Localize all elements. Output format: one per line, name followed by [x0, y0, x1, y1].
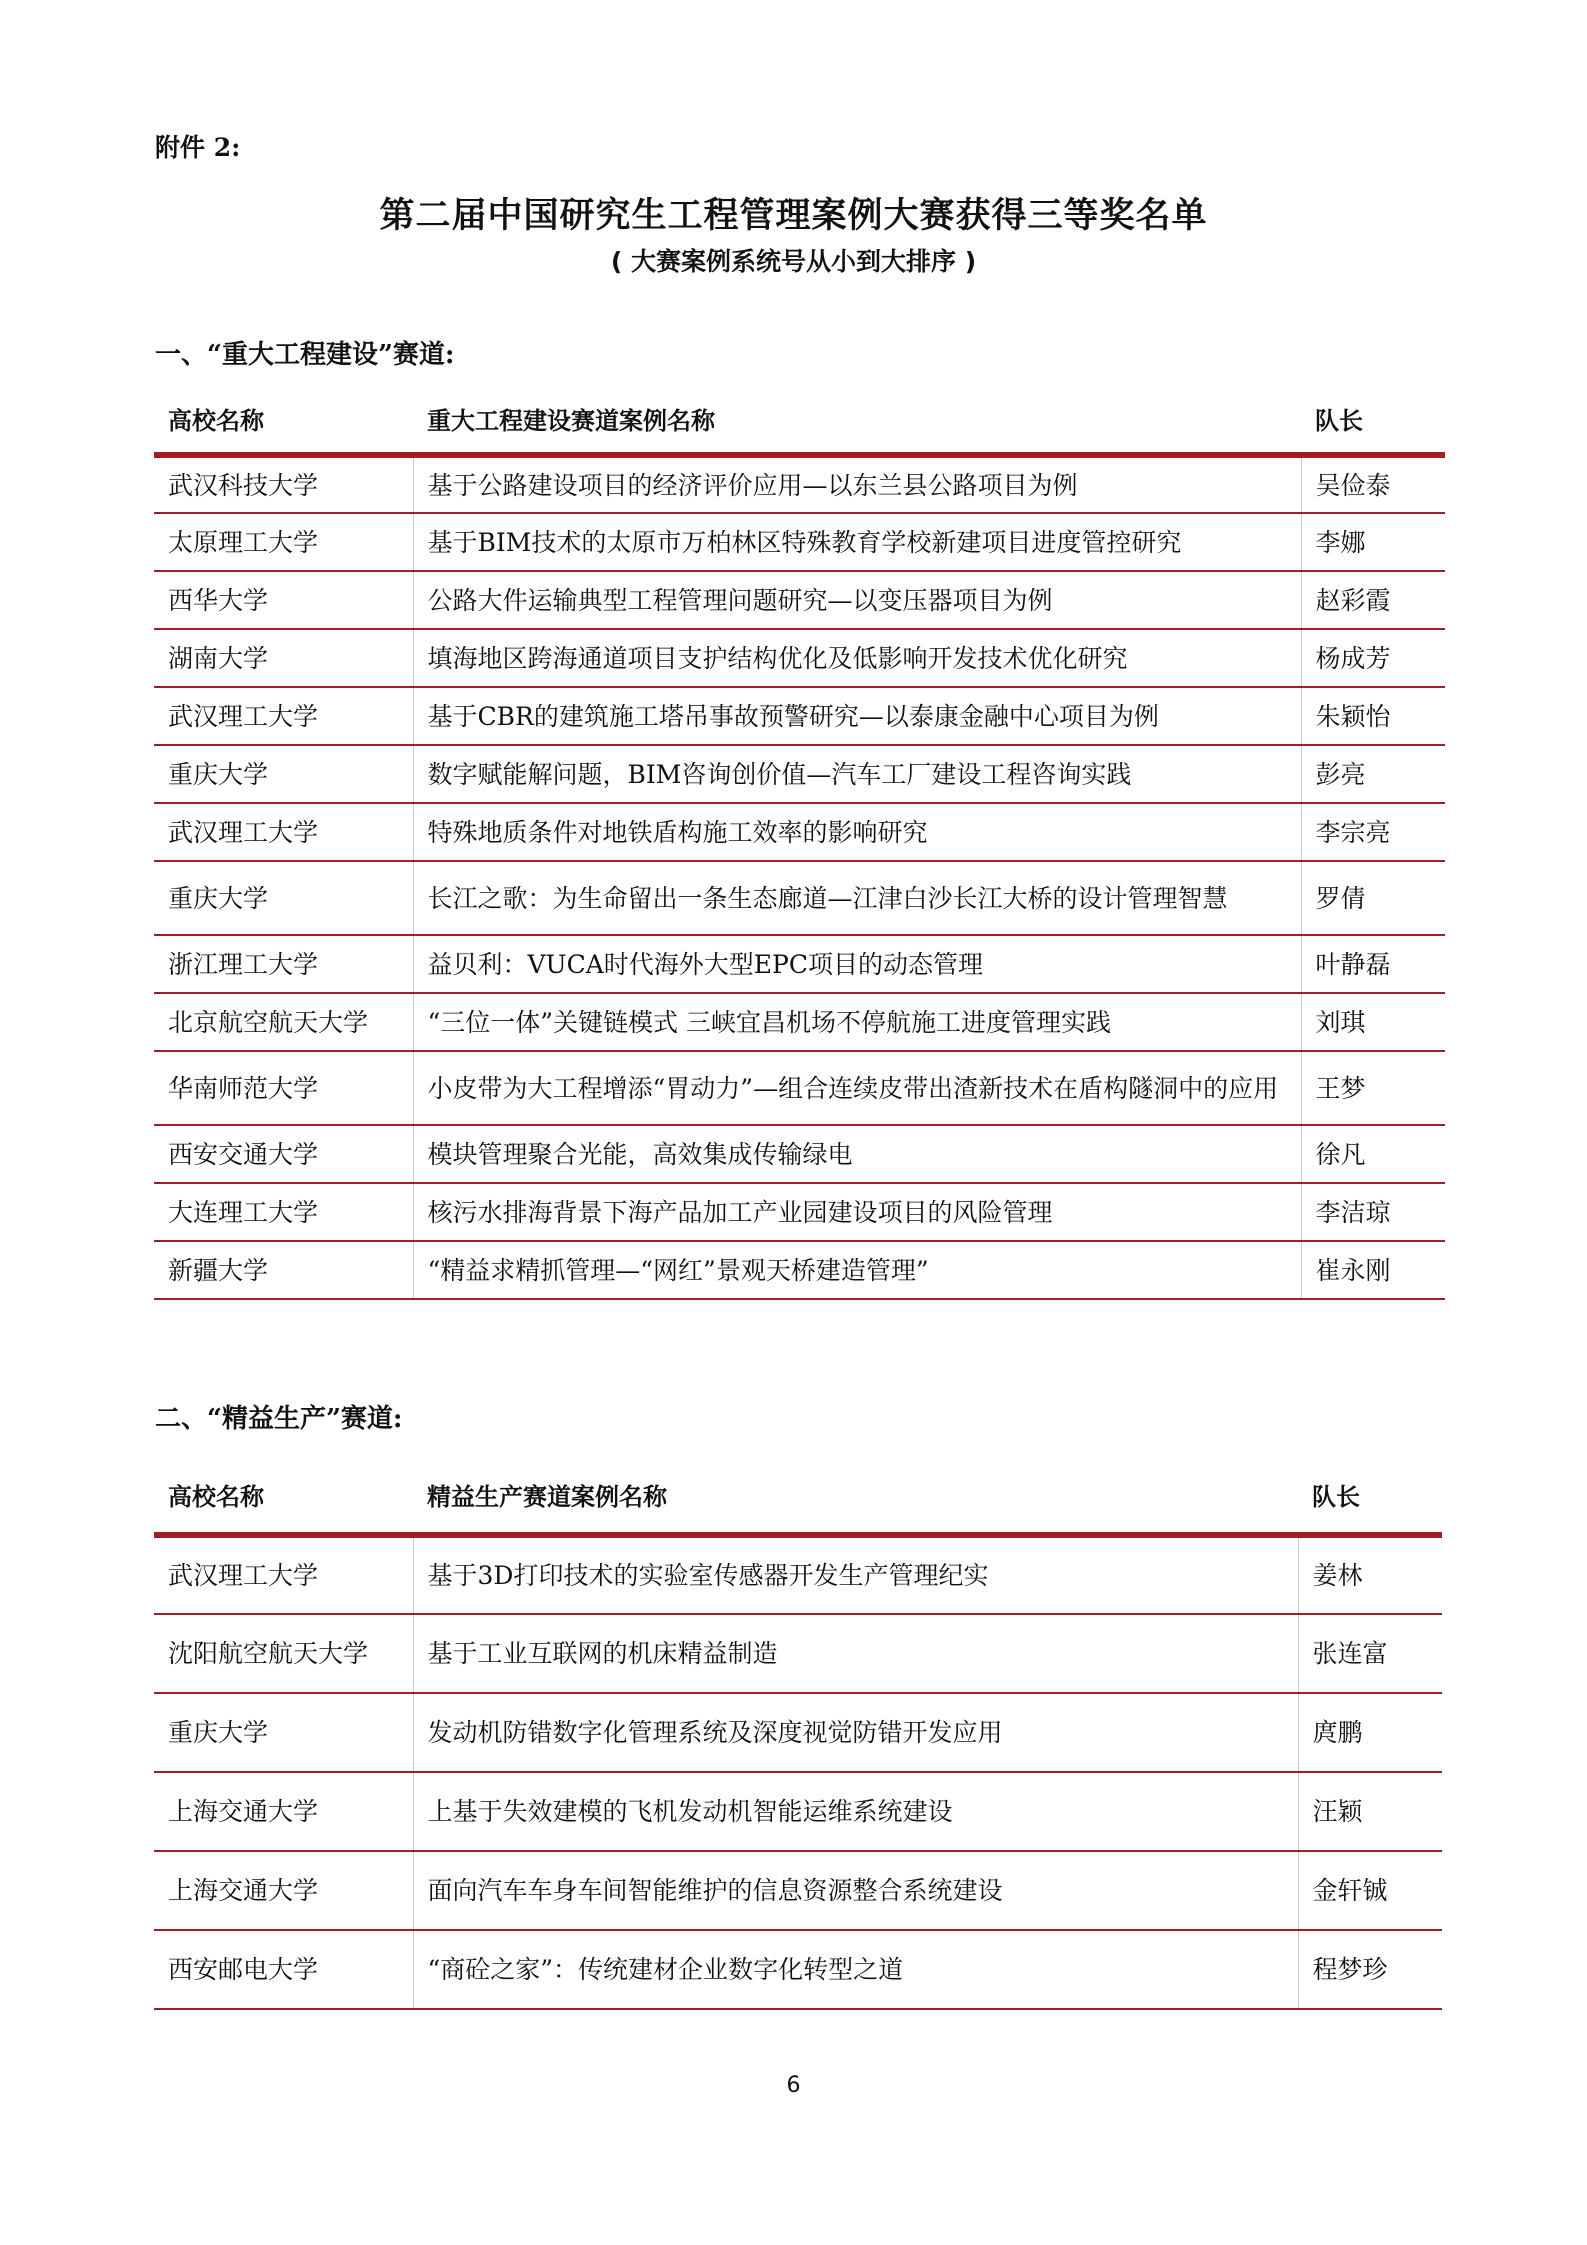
school-cell: 沈阳航空航天大学	[154, 1614, 413, 1693]
school-cell: 重庆大学	[154, 745, 413, 803]
leader-cell: 汪颖	[1298, 1772, 1442, 1851]
column-header-case: 重大工程建设赛道案例名称	[413, 385, 1301, 455]
leader-cell: 叶静磊	[1301, 935, 1445, 993]
school-cell: 北京航空航天大学	[154, 993, 413, 1051]
leader-cell: 程梦珍	[1298, 1930, 1442, 2009]
case-cell: 基于公路建设项目的经济评价应用—以东兰县公路项目为例	[413, 455, 1301, 513]
column-header-case: 精益生产赛道案例名称	[413, 1457, 1298, 1535]
case-cell: 填海地区跨海通道项目支护结构优化及低影响开发技术优化研究	[413, 629, 1301, 687]
school-cell: 上海交通大学	[154, 1772, 413, 1851]
table-row	[154, 935, 1445, 993]
school-cell: 武汉科技大学	[154, 455, 413, 513]
school-cell: 大连理工大学	[154, 1183, 413, 1241]
table-row	[154, 1930, 1442, 2009]
case-cell: “商砼之家”：传统建材企业数字化转型之道	[413, 1930, 1298, 2009]
leader-cell: 张连富	[1298, 1614, 1442, 1693]
case-cell: 上基于失效建模的飞机发动机智能运维系统建设	[413, 1772, 1298, 1851]
leader-cell: 李娜	[1301, 513, 1445, 571]
case-cell: 益贝利：VUCA时代海外大型EPC项目的动态管理	[413, 935, 1301, 993]
case-cell: 核污水排海背景下海产品加工产业园建设项目的风险管理	[413, 1183, 1301, 1241]
school-cell: 浙江理工大学	[154, 935, 413, 993]
case-cell: 小皮带为大工程增添“胃动力”—组合连续皮带出渣新技术在盾构隧洞中的应用	[413, 1051, 1301, 1125]
school-cell: 西安邮电大学	[154, 1930, 413, 2009]
table-header-row	[154, 1457, 1442, 1535]
document-title: 第二届中国研究生工程管理案例大赛获得三等奖名单	[379, 196, 1208, 236]
table-row	[154, 745, 1445, 803]
table-row	[154, 1614, 1442, 1693]
column-header-leader: 队长	[1301, 385, 1445, 455]
table-row	[154, 1851, 1442, 1930]
school-cell: 重庆大学	[154, 1693, 413, 1772]
school-cell: 西安交通大学	[154, 1125, 413, 1183]
table-row	[154, 1535, 1442, 1614]
leader-cell: 朱颖怡	[1301, 687, 1445, 745]
school-cell: 华南师范大学	[154, 1051, 413, 1125]
school-cell: 上海交通大学	[154, 1851, 413, 1930]
section-heading-lean-production: 二、“精益生产”赛道:	[155, 1404, 403, 1434]
case-cell: 特殊地质条件对地铁盾构施工效率的影响研究	[413, 803, 1301, 861]
leader-cell: 李宗亮	[1301, 803, 1445, 861]
case-cell: “三位一体”关键链模式 三峡宜昌机场不停航施工进度管理实践	[413, 993, 1301, 1051]
case-cell: 模块管理聚合光能，高效集成传输绿电	[413, 1125, 1301, 1183]
award-table-major-construction	[154, 385, 1445, 1300]
leader-cell: 姜林	[1298, 1535, 1442, 1614]
leader-cell: 徐凡	[1301, 1125, 1445, 1183]
leader-cell: 彭亮	[1301, 745, 1445, 803]
school-cell: 新疆大学	[154, 1241, 413, 1299]
table-row	[154, 1693, 1442, 1772]
attachment-label: 附件 2:	[155, 133, 241, 162]
table-row	[154, 1183, 1445, 1241]
table-row	[154, 1125, 1445, 1183]
school-cell: 西华大学	[154, 571, 413, 629]
column-header-school: 高校名称	[154, 385, 413, 455]
case-cell: 基于3D打印技术的实验室传感器开发生产管理纪实	[413, 1535, 1298, 1614]
table-row	[154, 1241, 1445, 1299]
case-cell: 公路大件运输典型工程管理问题研究—以变压器项目为例	[413, 571, 1301, 629]
school-cell: 湖南大学	[154, 629, 413, 687]
table-row	[154, 687, 1445, 745]
leader-cell: 吴俭泰	[1301, 455, 1445, 513]
case-cell: 基于CBR的建筑施工塔吊事故预警研究—以泰康金融中心项目为例	[413, 687, 1301, 745]
award-table-lean-production	[154, 1457, 1442, 2010]
school-cell: 太原理工大学	[154, 513, 413, 571]
leader-cell: 刘琪	[1301, 993, 1445, 1051]
table-row	[154, 571, 1445, 629]
leader-cell: 金轩铖	[1298, 1851, 1442, 1930]
case-cell: 长江之歌：为生命留出一条生态廊道—江津白沙长江大桥的设计管理智慧	[413, 861, 1301, 935]
leader-cell: 庹鹏	[1298, 1693, 1442, 1772]
table-row	[154, 1051, 1445, 1125]
table-header-row	[154, 385, 1445, 455]
page-number: 6	[786, 2073, 801, 2098]
table-row	[154, 455, 1445, 513]
leader-cell: 罗倩	[1301, 861, 1445, 935]
case-cell: 面向汽车车身车间智能维护的信息资源整合系统建设	[413, 1851, 1298, 1930]
table-row	[154, 629, 1445, 687]
table-row	[154, 513, 1445, 571]
case-cell: 发动机防错数字化管理系统及深度视觉防错开发应用	[413, 1693, 1298, 1772]
leader-cell: 崔永刚	[1301, 1241, 1445, 1299]
case-cell: 基于工业互联网的机床精益制造	[413, 1614, 1298, 1693]
column-header-leader: 队长	[1298, 1457, 1442, 1535]
column-header-school: 高校名称	[154, 1457, 413, 1535]
case-cell: 基于BIM技术的太原市万柏林区特殊教育学校新建项目进度管控研究	[413, 513, 1301, 571]
section-heading-major-construction: 一、“重大工程建设”赛道:	[155, 340, 455, 370]
case-cell: 数字赋能解问题，BIM咨询创价值—汽车工厂建设工程咨询实践	[413, 745, 1301, 803]
table-row	[154, 861, 1445, 935]
case-cell: “精益求精抓管理—“网红”景观天桥建造管理”	[413, 1241, 1301, 1299]
school-cell: 武汉理工大学	[154, 687, 413, 745]
leader-cell: 杨成芳	[1301, 629, 1445, 687]
table-row	[154, 803, 1445, 861]
document-subtitle: ( 大赛案例系统号从小到大排序 )	[610, 247, 977, 276]
table-row	[154, 1772, 1442, 1851]
school-cell: 武汉理工大学	[154, 1535, 413, 1614]
leader-cell: 王梦	[1301, 1051, 1445, 1125]
school-cell: 武汉理工大学	[154, 803, 413, 861]
table-row	[154, 993, 1445, 1051]
school-cell: 重庆大学	[154, 861, 413, 935]
leader-cell: 李洁琼	[1301, 1183, 1445, 1241]
leader-cell: 赵彩霞	[1301, 571, 1445, 629]
